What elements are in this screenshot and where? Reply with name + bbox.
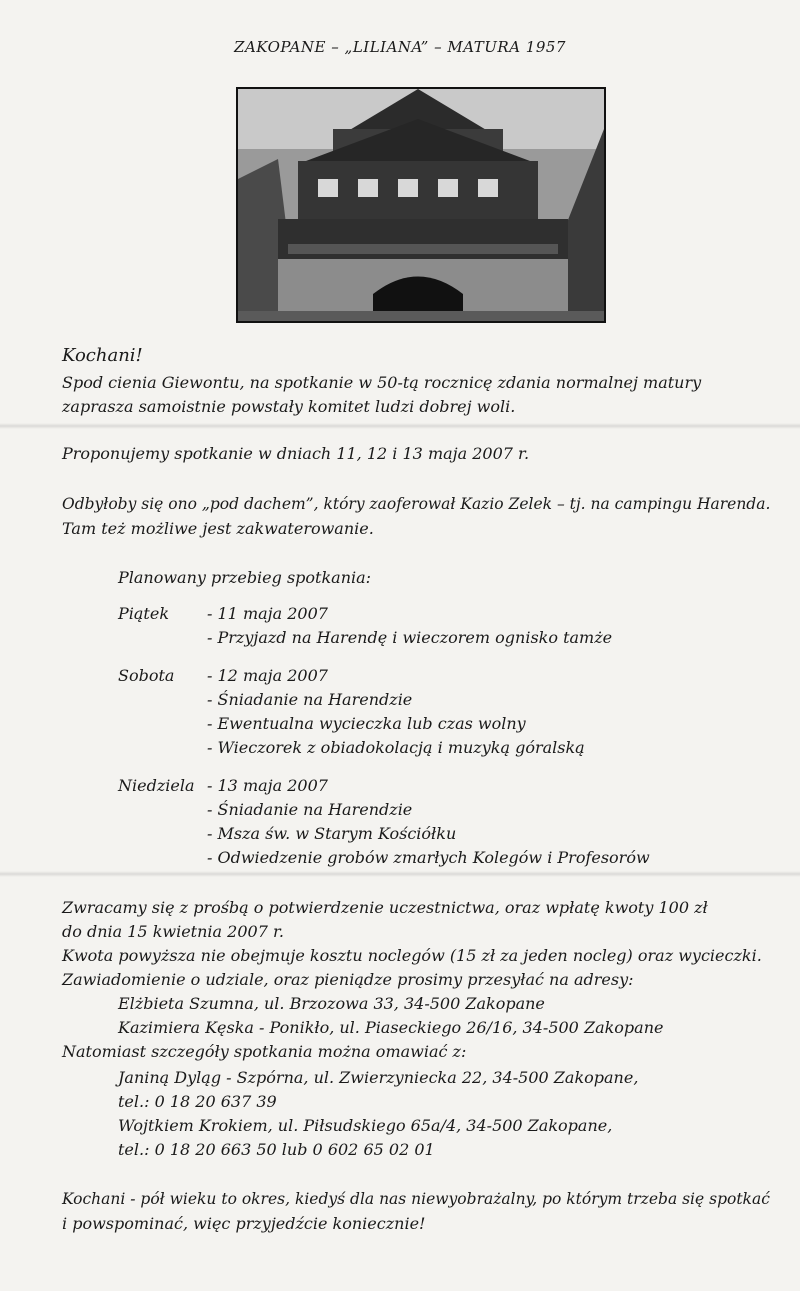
schedule-item: - 12 maja 2007 [207, 666, 328, 685]
venue-line: Tam też możliwe jest zakwaterowanie. [62, 519, 374, 538]
document-title: ZAKOPANE – „LILIANA” – MATURA 1957 [234, 38, 566, 56]
schedule-heading: Planowany przebieg spotkania: [118, 568, 372, 587]
venue-line: Odbyłoby się ono „pod dachem”, który zaoferował Kazio Zelek – tj. na campingu Harenda. [62, 495, 771, 513]
contact-phone: tel.: 0 18 20 663 50 lub 0 602 65 02 01 [118, 1140, 435, 1159]
schedule-item: - Przyjazd na Harendę i wieczorem ognisko tamże [207, 628, 613, 647]
contacts-intro: Natomiast szczegóły spotkania można omawiać z: [62, 1042, 467, 1061]
schedule-item: - Ewentualna wycieczka lub czas wolny [207, 714, 526, 733]
closing-line: i powspominać, więc przyjedźcie koniecznie! [62, 1214, 426, 1233]
day-label-friday: Piątek [118, 604, 170, 623]
payment-line: do dnia 15 kwietnia 2007 r. [62, 922, 284, 941]
dates-proposal: Proponujemy spotkanie w dniach 11, 12 i 13 maja 2007 r. [62, 444, 530, 463]
schedule-item: - Śniadanie na Harendzie [207, 690, 413, 709]
villa-photograph [236, 87, 606, 323]
payment-line: Kwota powyższa nie obejmuje kosztu noclegów (15 zł za jeden nocleg) oraz wycieczki. [62, 946, 762, 965]
schedule-item: - Wieczorek z obiadokolacją i muzyką góralską [207, 738, 585, 757]
day-label-sunday: Niedziela [118, 776, 195, 795]
address-line: Elżbieta Szumna, ul. Brzozowa 33, 34-500 Zakopane [118, 994, 545, 1013]
contact-person: Wojtkiem Krokiem, ul. Piłsudskiego 65a/4, 34-500 Zakopane, [118, 1116, 613, 1135]
schedule-item: - 13 maja 2007 [207, 776, 328, 795]
payment-line: Zawiadomienie o udziale, oraz pieniądze prosimy przesyłać na adresy: [62, 970, 634, 989]
payment-line: Zwracamy się z prośbą o potwierdzenie uczestnictwa, oraz wpłatę kwoty 100 zł [62, 898, 708, 917]
contact-phone: tel.: 0 18 20 637 39 [118, 1092, 277, 1111]
villa-photograph-drawing [238, 89, 604, 321]
paper-fold-line [0, 871, 800, 877]
closing-line: Kochani - pół wieku to okres, kiedyś dla nas niewyobrażalny, po którym trzeba się spotkać [62, 1190, 770, 1208]
schedule-item: - 11 maja 2007 [207, 604, 328, 623]
intro-line: zaprasza samoistnie powstały komitet ludzi dobrej woli. [62, 397, 516, 416]
schedule-item: - Śniadanie na Harendzie [207, 800, 413, 819]
intro-line: Spod cienia Giewontu, na spotkanie w 50-tą rocznicę zdania normalnej matury [62, 373, 702, 392]
greeting: Kochani! [62, 345, 143, 366]
address-line: Kazimiera Kęska - Ponikło, ul. Piaseckiego 26/16, 34-500 Zakopane [118, 1018, 664, 1037]
schedule-item: - Msza św. w Starym Kościółku [207, 824, 457, 843]
day-label-saturday: Sobota [118, 666, 175, 685]
schedule-item: - Odwiedzenie grobów zmarłych Kolegów i Profesorów [207, 848, 650, 867]
paper-fold-line [0, 423, 800, 429]
contact-person: Janiną Dyląg - Szpórna, ul. Zwierzyniecka 22, 34-500 Zakopane, [118, 1068, 639, 1087]
